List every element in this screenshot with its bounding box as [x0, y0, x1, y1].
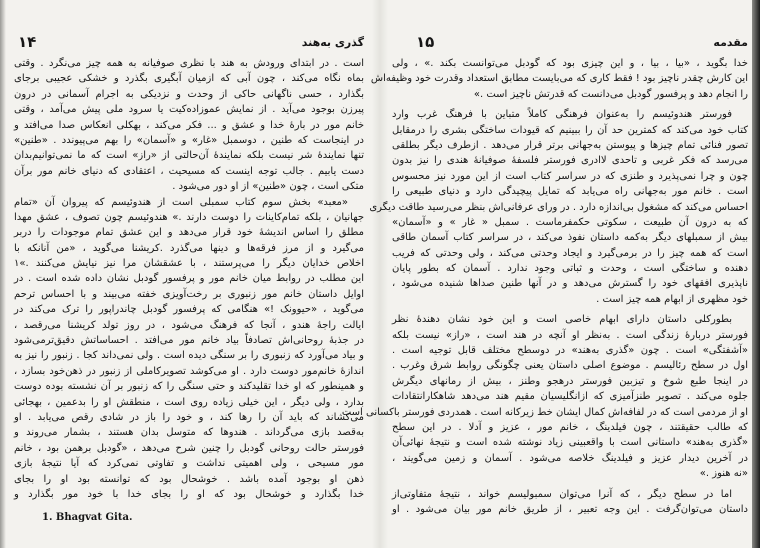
text-line: می‌رسد که فکر غربی و تاحدی لاادری فورستر فلسفهٔ صوفیانهٔ هندی را نیز بدون	[392, 155, 748, 167]
paragraph	[14, 195, 364, 503]
text-line: جهانیان ، بلکه تمام‌کاینات را دوست دارند .» هندوئیسم چون تصوف ، عشق مهدا	[14, 211, 364, 223]
text-line: خانم مور در بارهٔ خدا و عشق و ... فکر می‌کند ، بهکلی انعکاس صدا می‌افتد و	[14, 119, 364, 131]
text-line: به‌قصد بازی می‌گرداند . هندوها که متوسل بدان هستند ، بشمار می‌روند و	[14, 427, 364, 439]
right-page-header	[416, 33, 748, 51]
text-line: اوایل داستان خانم مور زنبوری بر رخت‌آویزی خفته می‌بیند و با احساس ترحم	[14, 288, 364, 300]
text-line: و بیاد می‌آورد که زنبوری را بر سنگی دیده است . ولی نمی‌داند کجا . زنبور را نیز به	[14, 350, 364, 362]
text-line: کتاب خود می‌کند که کمترین حد آن را ببینیم که قیودات ساختگی بشری را درمقابل	[392, 124, 748, 136]
text-line: داستان می‌توان‌گرفت . این وجه تعبیر ، از طریق خانم مور بیان می‌شود . او	[392, 503, 748, 515]
text-line: ایالت راجهٔ هندو ، آنجا که فرهنگ می‌شود ، در روز تولد کریشنا می‌رقصد ،	[14, 319, 364, 331]
text-line: «نه هنوز .»	[699, 468, 748, 480]
text-line: فورستر هندوئیسم را به‌عنوان فرهنگی کاملاً متباین با فرهنگ غرب وارد	[392, 109, 732, 121]
text-line: ناپذیری افقهای خود را گسترش می‌دهد و در آنها طنین صداها شنیده می‌شود ،	[392, 278, 748, 290]
footnote: 1. Bhagvat Gita.	[42, 512, 133, 523]
left-page	[14, 0, 364, 548]
text-line: دست یابیم . جالب توجه اینست که مسیحیت ، اعتقادی که دنیای خانم مور برآن	[14, 165, 364, 177]
text-line: که به درون آن طبیعت ، سکوتی حکمفرماست . سمبل « غار » و «آسمان»	[392, 216, 748, 228]
text-line: که طالب حقیقتند ، چون فیلدینگ ، خانم مور ، عزیز و آدلا . در این سطح	[392, 421, 748, 433]
text-line: خدا بگوید ، «بیا ، بیا ، و این چیزی بود که گودبل می‌توانست بکند .» ، ولی	[392, 58, 748, 69]
text-line: بطورکلی داستان دارای ابهام خاصی است و این خود نشان دهندهٔ نظر	[392, 314, 732, 326]
text-line: احساس می‌کند که مشغول بی‌اندازه دارد . در ورای عرفانی‌اش بنظر می‌رسید طاقت دیگری	[369, 201, 748, 213]
text-line: «گذری به‌هند» داستانی است با واقعبینی زیاد نوشته شده است و نتیجهٔ نهائی‌آن	[392, 437, 748, 449]
text-line: است . خانم مور به‌جهانی راه می‌یابد که تمایل پیچیدگی دارد و دنیای طبیعی را	[392, 186, 748, 198]
text-line: می‌گوید ، «حیوونک !» هنگامی که پرفسور گودبل چاندراپور را ترک می‌کند در	[14, 304, 364, 316]
text-line: این مطلب در روابط میان خانم مور و پرفسور گودبل نشان داده شده است . در	[14, 273, 364, 285]
text-line: متکی است ، چون «طنین» از او دور می‌شود .	[172, 181, 364, 193]
text-line: بیش از سمبلهای دیگر به‌کمه داستان نفوذ می‌کند ، در سراسر کتاب آسمان طاقی	[392, 232, 748, 244]
running-head: گذری به‌هند	[301, 35, 364, 49]
text-line: این کارش چقدر ناچیز بود ! فقط کاری که می‌بایست مطابق استعداد وقدرت خود وظیفه‌اش	[370, 73, 748, 85]
text-line: فورستر دربارهٔ زندگی است . به‌نظر او آنچه در هند است ، «راز» نیست بلکه	[392, 329, 748, 341]
text-line: فورستر حالت روحانی گودبل را چنین شرح می‌دهد ، «گودبل برهمن بود ، خانم	[14, 442, 364, 454]
text-line: در آخرین دیدار عزیز و فیلدینگ خلاصه می‌شود . آسمان و زمین می‌گویند ،	[392, 452, 748, 464]
text-line: می‌گیرد و از مرز فرقه‌ها و دینها می‌گذرد .کریشنا می‌گوید ، «من آنانکه با	[14, 242, 364, 254]
text-line: جلوه می‌کند . تصویر طنزآمیزی که ازانگلیسیان مقیم هند می‌دهد شاهکارانتقادات	[392, 391, 748, 403]
text-line: «آشفتگی» است . چون «گذری به‌هند» در دوسطح مختلف قابل توجیه است .	[392, 345, 748, 357]
text-line: بماه نگاه می‌کند ، چون آبی که ازمیان آبگیری بگذرد و خشکی عجیبی برجای	[14, 73, 364, 85]
text-line: در اینجا طبع شوخ و تیزبین فورستر درهجو وطنز ، بیش از رمانهای دیگرش	[392, 375, 748, 387]
text-line: چون و چرا نمی‌پذیرد و طنزی که در سراسر کتاب است از این مورد نیز محسوس	[392, 170, 748, 182]
text-line: ذهن او بوجود آمده باشد . خوشحال بود که توانسته بود او را بجای	[14, 473, 364, 485]
text-line: پیرزن بوجود می‌آید . از نمایش عموزاده‌کیت یا سرود ملی پیش می‌آمد ، وقتی	[14, 104, 364, 116]
text-line: خدا بگذارد و خوشحال بود که او را بجای خدا با خود مور بگذارد و	[14, 488, 364, 500]
right_page-body	[341, 56, 748, 517]
scan-edge-shadow	[0, 0, 6, 548]
text-line: اندازهٔ خانم‌مور دوست دارد . او می‌کوشد تصویرکاملی از زنبور در ذهن‌خود بسازد ،	[14, 365, 364, 377]
paragraph	[369, 107, 748, 307]
right-page	[341, 0, 748, 548]
text-line: خود مظهری از ابهام همه چیز است .	[596, 293, 748, 305]
text-line: اخلاص خدایان دیگر را می‌پرستند ، با عشقشان مرا نیز نیایش می‌کنند .»۱	[14, 258, 364, 270]
text-line: می‌کشاند که باید آن را رها کند ، و خود را باز در شادی رقص می‌یابد . او	[14, 411, 364, 423]
left_page-body	[14, 56, 364, 502]
text-line: تنها نمایندهٔ شر نیست بلکه نمایندهٔ آن‌حالتی از «راز» است که ما نمی‌توانیم‌بدان	[14, 150, 364, 162]
text-line: او از مردمی است که در لفافه‌اش کمال ایشان خط زیرکانه است . همدردی فورستر باکسانی است	[341, 406, 748, 418]
text-line: و همینطور که او خدا تقلیدکند و حتی سنگی را که زنبور بر آن نشسته بوده دوست	[14, 381, 364, 393]
text-line: است . در ابتدای ورودش به هند با نظری صوفیانه به همه چیز می‌نگرد . وقتی	[14, 58, 364, 69]
text-line: دهنده و ساختگی است ، وحدت و ثباتی وجود ندارد . آسمان که بطور پایان	[392, 263, 748, 275]
page-number: ۱۴	[18, 33, 37, 51]
left-page-header	[18, 33, 364, 51]
paragraph	[14, 56, 364, 195]
text-line: تصور فنائی تمام چیزها و پیوستن به‌جهانی برتر قرار می‌دهد . ازطرف دیگر بطلقی	[392, 139, 748, 151]
text-line: در اینجاست که طنین ، دوسمبل «غار» و «آسمان» را بهم می‌پیوندد . «طنین»	[14, 134, 364, 146]
text-line: را انجام دهد و پرفسور گودبل می‌دانست که قدرتش ناچیز است .»	[473, 88, 748, 100]
text-line: بگذارد ، حسی ناگهانی حاکی از وحدت و نزدیکی به اجرام آسمانی در درون	[14, 88, 364, 100]
text-line: بدارد ، ولی دیگر ، این خیلی زیاده روی است ، منطقش او را بدعمین ، بهجائی	[14, 396, 364, 408]
text-line: در جذبهٔ روحانی‌اش تصادفاً بیاد خانم مور می‌افتد . احساساتش دقیق‌ترمی‌شود	[14, 335, 364, 347]
text-line: اول در سطح رئالیسم . موضوع اصلی داستان یعنی چگونگی روابط شرق وغرب .	[392, 360, 748, 372]
paragraph	[370, 56, 748, 102]
text-line: «معبد» بخش سوم کتاب سمبلی است از هندوئیسم که پیروان آن «تمام	[14, 196, 348, 208]
text-line: مطلق را اساس اندیشهٔ خود قرار می‌دهد و این عشق تمام موجودات را دربر	[14, 227, 364, 239]
running-head: مقدمه	[713, 35, 748, 49]
text-line: است که همه چیز را در برمی‌گیرد و ایجاد وحدتی می‌کند ، ولی وحدتی که فریب	[392, 247, 748, 259]
page-number: ۱۵	[416, 33, 435, 51]
text-line: اما در سطح دیگر ، که آنرا می‌توان سمبولیسم خواند ، نتیجهٔ متفاوتی‌از	[392, 488, 732, 500]
binding-shadow	[752, 0, 760, 548]
text-line: مور مسیحی ، ولی اهمیتی نداشت و تفاوتی نمی‌کرد که آیا نتیجهٔ بازی	[14, 458, 364, 470]
paragraph	[341, 312, 748, 481]
paragraph	[392, 487, 748, 518]
